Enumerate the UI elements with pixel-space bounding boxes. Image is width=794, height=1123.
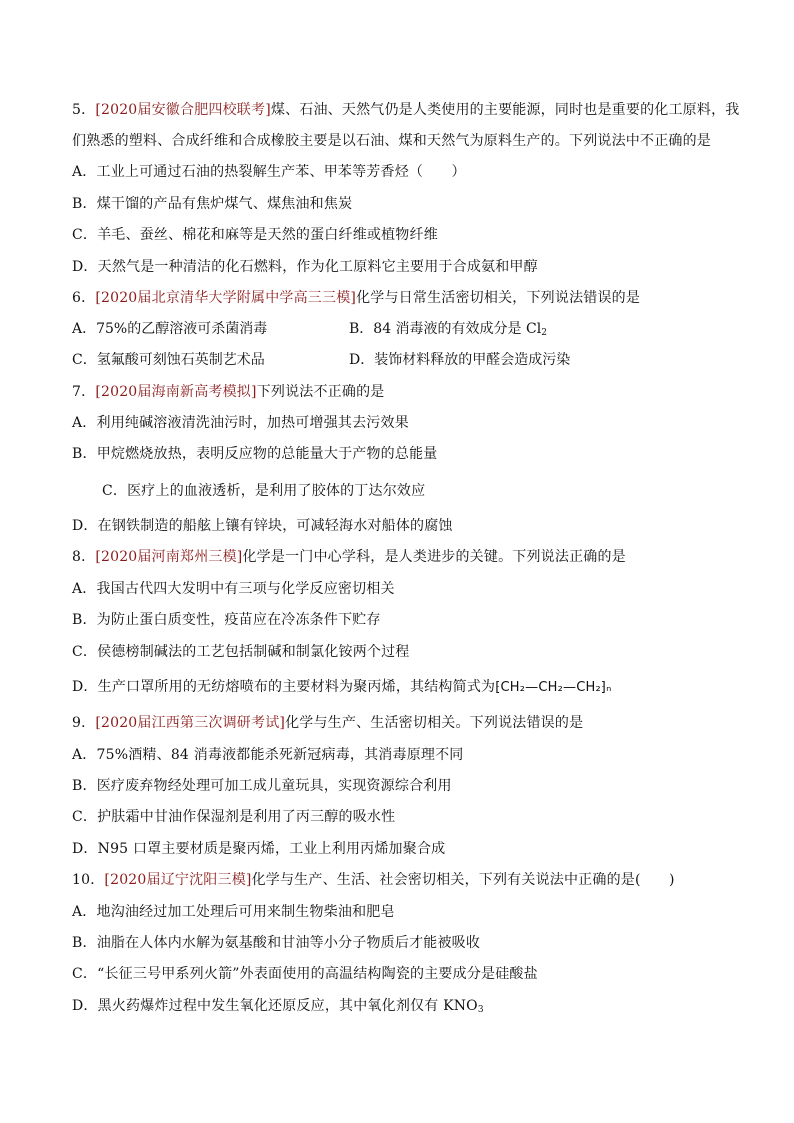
question-number: 5． bbox=[72, 102, 96, 118]
question-stem: 煤、石油、天然气仍是人类使用的主要能源，同时也是重要的化工原料，我 bbox=[270, 102, 740, 118]
question-source: [2020届海南新高考模拟] bbox=[95, 384, 257, 400]
question-5-option-d: D．天然气是一种清洁的化石燃料，作为化工原料它主要用于合成氨和甲醇 bbox=[72, 259, 538, 275]
question-number: 10． bbox=[72, 872, 105, 888]
question-source: [2020届辽宁沈阳三模] bbox=[104, 872, 252, 888]
question-5-stem-line2: 们熟悉的塑料、合成纤维和合成橡胶主要是以石油、煤和天然气为原料生产的。下列说法中不正确的是 bbox=[72, 133, 711, 149]
question-source: [2020届河南郑州三模] bbox=[95, 549, 243, 565]
question-9-option-a: A．75%酒精、84 消毒液都能杀死新冠病毒，其消毒原理不同 bbox=[72, 747, 464, 763]
question-6-stem bbox=[72, 288, 640, 308]
question-5-option-b: B．煤干馏的产品有焦炉煤气、煤焦油和焦炭 bbox=[72, 196, 353, 212]
question-source: [2020届安徽合肥四校联考] bbox=[95, 102, 271, 118]
question-number: 8． bbox=[72, 549, 96, 565]
polymer-formula: ⁅CH₂—CH₂—CH₂⁆ₙ bbox=[495, 680, 612, 695]
question-10-option-b: B．油脂在人体内水解为氨基酸和甘油等小分子物质后才能被吸收 bbox=[72, 935, 481, 951]
question-8-stem bbox=[72, 547, 626, 567]
question-number: 6． bbox=[72, 290, 96, 306]
question-5-stem-line1 bbox=[72, 100, 739, 120]
question-7-option-a: A．利用纯碱溶液清洗油污时，加热可增强其去污效果 bbox=[72, 415, 409, 431]
question-6-option-a: A．75%的乙醇溶液可杀菌消毒 bbox=[72, 321, 268, 337]
question-7-option-c: C．医疗上的血液透析，是利用了胶体的丁达尔效应 bbox=[102, 483, 426, 499]
question-stem: 下列说法不正确的是 bbox=[256, 384, 385, 400]
question-6-option-b: B．84 消毒液的有效成分是 $Cl_2$ bbox=[349, 321, 547, 338]
question-9-option-b: B．医疗废弃物经处理可加工成儿童玩具，实现资源综合利用 bbox=[72, 778, 452, 794]
question-8-option-c: C．侯德榜制碱法的工艺包括制碱和制氯化铵两个过程 bbox=[72, 644, 410, 660]
question-9-option-c: C．护肤霜中甘油作保湿剂是利用了丙三醇的吸水性 bbox=[72, 809, 396, 825]
question-8-option-b: B．为防止蛋白质变性，疫苗应在冷冻条件下贮存 bbox=[72, 612, 381, 628]
question-7-option-d: D．在钢铁制造的船舷上镶有锌块，可减轻海水对船体的腐蚀 bbox=[72, 518, 453, 534]
question-9-option-d: D．N95 口罩主要材质是聚丙烯，工业上利用丙烯加聚合成 bbox=[72, 841, 446, 857]
question-6-option-d: D．装饰材料释放的甲醛会造成污染 bbox=[349, 352, 571, 368]
question-5-option-a: A．工业上可通过石油的热裂解生产苯、甲苯等芳香烃（ ） bbox=[72, 164, 466, 180]
question-10-option-d: D．黑火药爆炸过程中发生氧化还原反应，其中氧化剂仅有 $KNO_3$ bbox=[72, 998, 484, 1015]
question-stem: 化学与生产、生活、社会密切相关，下列有关说法中正确的是( ) bbox=[251, 872, 675, 888]
question-source: [2020届北京清华大学附属中学高三三模] bbox=[95, 290, 357, 306]
question-10-option-c: C．“长征三号甲系列火箭”外表面使用的高温结构陶瓷的主要成分是硅酸盐 bbox=[72, 966, 538, 982]
question-source: [2020届江西第三次调研考试] bbox=[95, 715, 286, 731]
question-9-stem bbox=[72, 713, 583, 733]
question-8-option-a: A．我国古代四大发明中有三项与化学反应密切相关 bbox=[72, 581, 395, 597]
question-5-option-c: C．羊毛、蚕丝、棉花和麻等是天然的蛋白纤维或植物纤维 bbox=[72, 227, 438, 243]
question-stem: 化学与生产、生活密切相关。下列说法错误的是 bbox=[285, 715, 584, 731]
question-6-option-c: C．氢氟酸可刻蚀石英制艺术品 bbox=[72, 352, 265, 368]
question-number: 7． bbox=[72, 384, 96, 400]
question-stem: 化学与日常生活密切相关，下列说法错误的是 bbox=[356, 290, 641, 306]
question-10-stem bbox=[72, 870, 675, 890]
question-7-option-b: B．甲烷燃烧放热，表明反应物的总能量大于产物的总能量 bbox=[72, 446, 438, 462]
question-number: 9． bbox=[72, 715, 96, 731]
question-7-stem bbox=[72, 382, 384, 402]
question-8-option-d: D．生产口罩所用的无纺熔喷布的主要材料为聚丙烯，其结构简式为⁅CH₂—CH₂—CH₂⁆ₙ bbox=[72, 679, 612, 695]
question-stem: 化学是一门中心学科，是人类进步的关键。下列说法正确的是 bbox=[242, 549, 626, 565]
question-10-option-a: A．地沟油经过加工处理后可用来制生物柴油和肥皂 bbox=[72, 904, 395, 920]
